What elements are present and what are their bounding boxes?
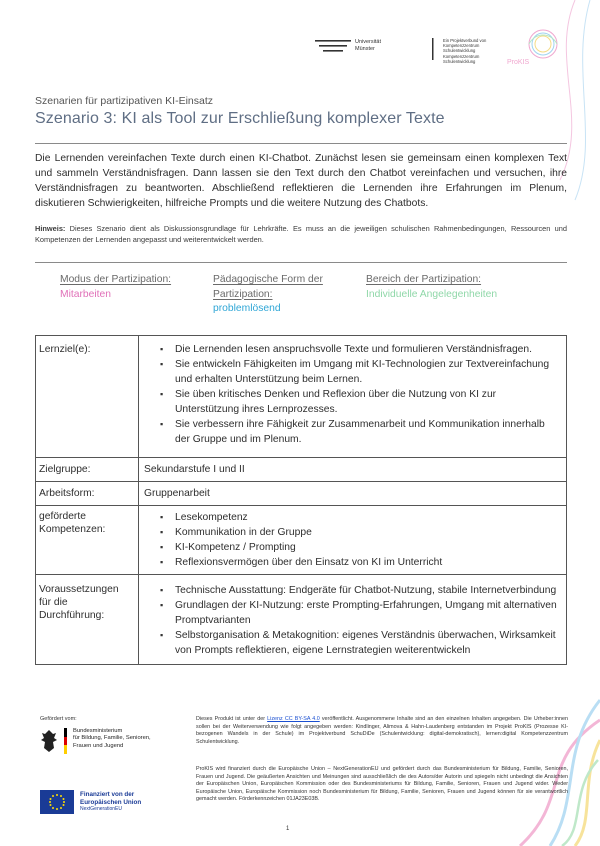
bereich-label: Bereich der Partizipation:	[366, 274, 482, 285]
divider-middle	[35, 262, 567, 263]
form-block	[213, 273, 323, 317]
lernziele-cell	[139, 336, 567, 458]
federal-eagle-icon	[40, 728, 58, 754]
list-item: ▪ Reflexionsvermögen über den Einsatz von KI im Unterricht	[160, 555, 561, 570]
table-row-lernziele	[36, 336, 567, 458]
list-item: ▪ Selbstorganisation & Metakognition: eigenes Verständnis überwachen, Wirksamkeit von Prompts reflektieren, eigene Lernstrategien weiterentwickeln	[160, 628, 561, 658]
eu-line3: NextGenerationEU	[80, 806, 122, 813]
license-link[interactable]: Lizenz CC BY-SA 4.0	[267, 716, 320, 722]
lernziele-label: Lernziel(e):	[36, 336, 139, 458]
list-item: ▪ Lesekompetenz	[160, 510, 561, 525]
university-name-line1: Universität	[355, 39, 381, 45]
table-row-kompetenzen	[36, 506, 567, 575]
arbeitsform-value: Gruppenarbeit	[139, 482, 567, 506]
kompetenzzentrum-mark-icon	[432, 38, 440, 60]
kompetenzen-label: geförderte Kompetenzen:	[36, 506, 139, 575]
arbeitsform-label: Arbeitsform:	[36, 482, 139, 506]
lernziele-list	[144, 342, 561, 447]
eu-line1: Finanziert von der	[80, 790, 135, 798]
kompetenzen-cell	[139, 506, 567, 575]
list-item: ▪ Kommunikation in der Gruppe	[160, 525, 561, 540]
bereich-block	[366, 273, 497, 302]
table-row-voraussetzungen	[36, 575, 567, 665]
university-muenster-logo	[315, 38, 381, 54]
list-item: ▪ Die Lernenden lesen anspruchsvolle Texte und formulieren Verständnisfragen.	[160, 342, 561, 357]
modus-label: Modus der Partizipation:	[60, 274, 172, 285]
list-item: ▪ Sie entwickeln Fähigkeiten im Umgang mit KI-Technologien zur Textvereinfachung und erhalten Unterstützung beim Lernen.	[160, 357, 561, 387]
funded-by-label: Gefördert vom:	[40, 716, 77, 722]
page-subtitle: Szenarien für partizipativen KI-Einsatz	[35, 95, 214, 107]
header-logos	[0, 28, 600, 68]
eu-line2: Europäischen Union	[80, 798, 142, 806]
voraussetzungen-label: Voraussetzungen für die Durchführung:	[36, 575, 139, 665]
university-bars-icon	[315, 38, 351, 54]
prokis-logo	[505, 28, 565, 70]
modus-block	[60, 273, 171, 302]
hint-label: Hinweis:	[35, 224, 66, 233]
ks-line4: Kompetenzzentrum	[443, 53, 480, 59]
list-item: ▪ Sie üben kritisches Denken und Reflexion über die Nutzung von KI zur Unterstützung ihres Lernprozesses.	[160, 387, 561, 417]
scenario-description: Die Lernenden vereinfachen Texte durch einen KI-Chatbot. Zunächst lesen sie gemeinsam einen komplexen Text und sammeln Verständnisfragen. Dann lassen sie den Text durch den Chatbot vereinfachen und versuchen, ihre Verständnisfragen zu beantworten. Abschließend reflektieren die Lernenden ihre Erfahrungen im Plenum, diskutieren Schwierigkeiten, hilfreiche Prompts und die weitere Nutzung des Chatbots.	[35, 153, 567, 210]
divider-top	[35, 143, 567, 144]
voraussetzungen-list	[144, 583, 561, 658]
ks-line1: Ein Projektverbund von	[443, 38, 487, 43]
prokis-wordmark: ProKIS	[507, 59, 530, 66]
license-paragraph	[196, 716, 568, 746]
kompetenzen-list	[144, 510, 561, 570]
bmfsfj-line2: für Bildung, Familie, Senioren,	[73, 735, 151, 742]
voraussetzungen-cell	[139, 575, 567, 665]
eu-flag-icon	[40, 790, 74, 814]
page-title: Szenario 3: KI als Tool zur Erschließung komplexer Texte	[35, 110, 445, 127]
zielgruppe-value: Sekundarstufe I und II	[139, 458, 567, 482]
zielgruppe-label: Zielgruppe:	[36, 458, 139, 482]
university-name-line2: Münster	[355, 46, 375, 52]
list-item: ▪ KI-Kompetenz / Prompting	[160, 540, 561, 555]
hint-text: Dieses Szenario dient als Diskussionsgrundlage für Lehrkräfte. Es muss an die jeweiligen schulischen Rahmenbedingungen, Ressourcen und Kompetenzen der Lernenden angepasst und weiterentwickelt werden.	[35, 224, 567, 244]
bereich-value: Individuelle Angelegenheiten	[366, 288, 498, 300]
eu-funding-logo	[40, 790, 141, 814]
table-row-zielgruppe	[36, 458, 567, 482]
list-item: ▪ Grundlagen der KI-Nutzung: erste Prompting-Erfahrungen, Umgang mit alternativen Promptvarianten	[160, 598, 561, 628]
list-item: ▪ Sie verbessern ihre Fähigkeit zur Zusammenarbeit und Kommunikation innerhalb der Gruppe und im Plenum.	[160, 417, 561, 447]
license-post: veröffentlicht. Ausgenommene Inhalte sind an den einzelnen Inhalten angegeben. Die Urheber:innen sollen bei der Weiterverwendung wie folgt angegeben werden: Kindlinger, Alimova & Hahn-Laudenberg entstanden im Projekt ProKIS (Prozesse KI-bezogenen Wandels in der Schule) im Projektverbund SchuDiDe (Schulentwicklung: digital-demokratisch), lernen:digital Kompetenzzentrum Schulentwicklung.	[196, 716, 569, 745]
modus-value: Mitarbeiten	[60, 288, 111, 300]
form-value: problemlösend	[213, 303, 281, 314]
bmfsfj-line3: Frauen und Jugend	[73, 742, 124, 749]
german-flag-icon	[64, 728, 67, 754]
bmfsfj-logo	[40, 728, 151, 754]
page-number: 1	[286, 826, 290, 832]
ks-line5: Schulentwicklung	[443, 58, 476, 64]
form-label-line2: Partizipation:	[213, 288, 273, 300]
ks-line2: Kompetenzzentrum	[443, 43, 480, 49]
scenario-table	[35, 335, 567, 665]
table-row-arbeitsform	[36, 482, 567, 506]
funding-paragraph: ProKIS wird finanziert durch die Europäische Union – NextGenerationEU und gefördert durch das Bundesministerium für Bildung, Familie, Senioren, Frauen und Jugend. Die geäußerten Ansichten und Meinungen sind ausschließlich die des Autors/der Autorin und spiegeln nicht unbedingt die Ansichten der Europäischen Union, Europäischen Kommission oder des Bundesministeriums für Bildung, Familie, Senioren, Frauen und Jugend wider. Weder Europäische Union, Europäische Kommission noch Bundesministerium für Bildung, Familie, Senioren, Frauen und Jugend können für sie verantwortlich gemacht werden. Förderkennzeichen 01JA23E03B.	[196, 766, 568, 802]
bmfsfj-line1: Bundesministerium	[73, 728, 123, 734]
license-pre: Dieses Produkt ist unter der	[196, 716, 268, 722]
ks-line3: Schulentwicklung	[443, 48, 476, 54]
form-label-line1: Pädagogische Form der	[213, 274, 323, 285]
kompetenzzentrum-logo	[432, 38, 486, 64]
list-item: ▪ Technische Ausstattung: Endgeräte für Chatbot-Nutzung, stabile Internetverbindung	[160, 583, 561, 598]
hint-paragraph	[35, 224, 567, 246]
